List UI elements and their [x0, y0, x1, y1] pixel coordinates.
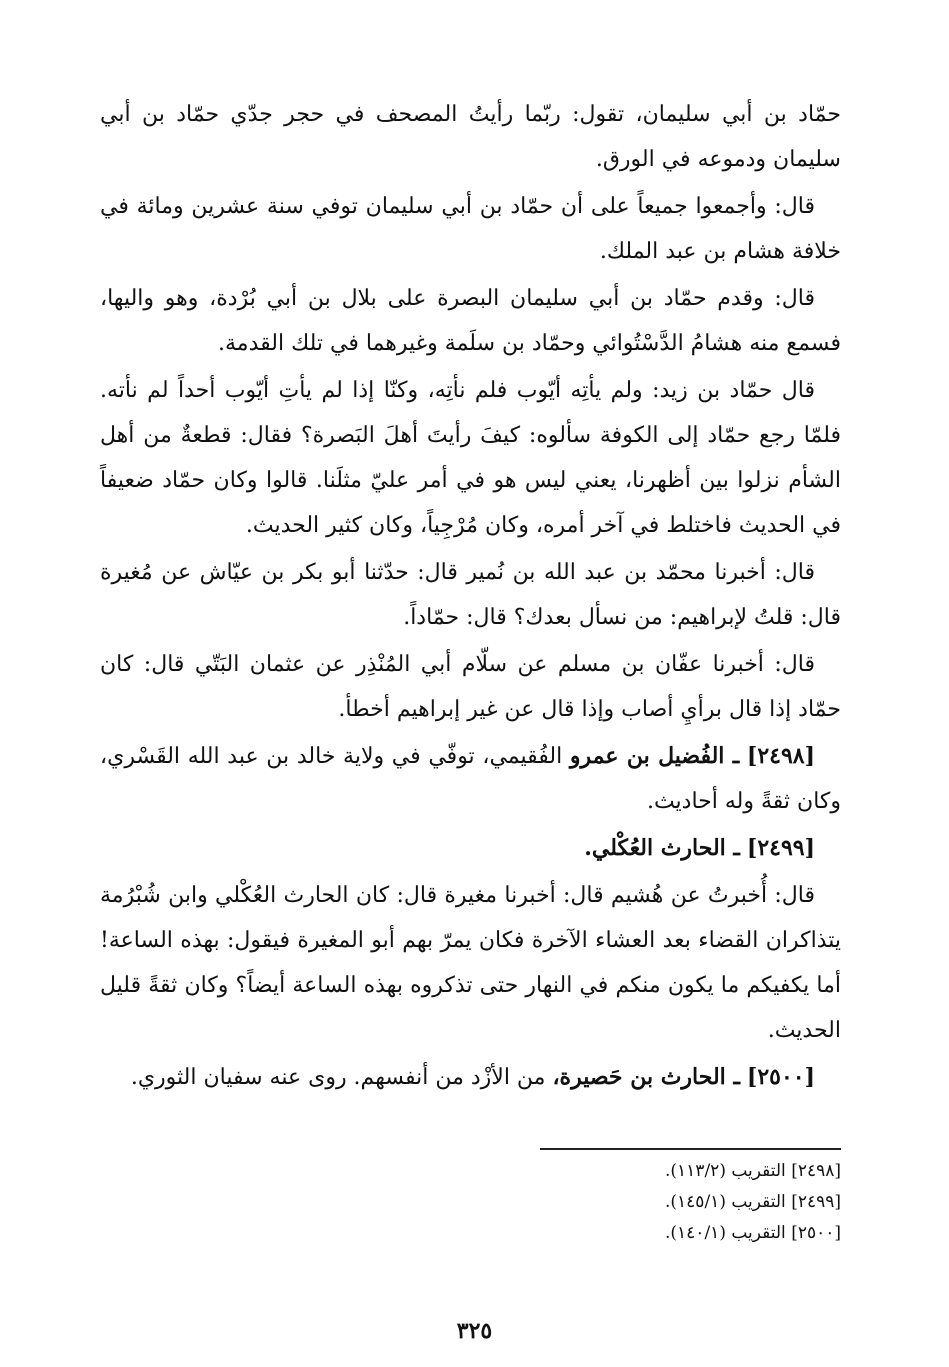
entry-2498-name: ـ الفُضيل بن عمرو [569, 743, 740, 769]
footnote-2498: [٢٤٩٨] التقريب (١١٣/٢). [665, 1161, 841, 1181]
entry-2498-number: [٢٤٩٨] [746, 743, 815, 769]
page-body [100, 92, 841, 1102]
paragraph-1: حمّاد بن أبي سليمان، تقول: ربّما رأيتُ المصحف في حجر جدّي حمّاد بن أبي سليمان ودموعه في الورق. [100, 102, 841, 172]
entry-2500-text: من الأزْد من أنفسهم. روى عنه سفيان الثوري. [130, 1065, 546, 1090]
footnote-2500: [٢٥٠٠] التقريب (١٤٠/١). [665, 1223, 841, 1243]
entry-2500 [100, 1055, 841, 1100]
entry-2500-name: ـ الحارث بن حَصيرة، [552, 1064, 740, 1090]
page-number: ٣٢٥ [456, 1318, 493, 1344]
paragraph-2: قال: وأجمعوا جميعاً على أن حمّاد بن أبي سليمان توفي سنة عشرين ومائة في خلافة هشام بن عبد الملك. [100, 194, 841, 264]
entry-2499 [100, 826, 841, 871]
entry-2499-number: [٢٤٩٩] [746, 835, 815, 861]
paragraph-4: قال حمّاد بن زيد: ولم يأتِه أيّوب فلم نأتِه، وكنّا إذا لم يأتِ أيّوب أحداً لم نأته. فلمّا رجع حمّاد إلى الكوفة سألوه: كيفَ رأيتَ أهلَ البَصرة؟ فقال: قطعةٌ من أهل الشأم نزلوا بين أظهرنا، يعني ليس هو في أمر عليّ مثلَنا. قالوا وكان حمّاد ضعيفاً في الحديث فاختلط في آخر أمره، وكان مُرْجِياً، وكان كثير الحديث. [100, 378, 841, 538]
footnote-2499: [٢٤٩٩] التقريب (١٤٥/١). [665, 1192, 841, 1212]
entry-2498-text: الفُقيمي، توفّي في ولاية خالد بن عبد الله القَسْري، وكان ثقةً وله أحاديث. [100, 744, 841, 814]
paragraph-6: قال: أخبرنا عفّان بن مسلم عن سلّام أبي المُنْذِر عن عثمان البَتّي قال: كان حمّاد إذا قال برأيِ أصاب وإذا قال عن غير إبراهيم أخطأ. [100, 652, 841, 722]
entry-2499-name: ـ الحارث العُكْلي. [584, 835, 740, 861]
footnotes [540, 1148, 841, 1249]
paragraph-after-2499: قال: أُخبرتُ عن هُشيم قال: أخبرنا مغيرة قال: كان الحارث العُكْلي وابن شُبْرُمة يتذاكران القضاء بعد العشاء الآخرة فكان يمرّ بهم أبو المغيرة فيقول: بهذه الساعة! أما يكفيكم ما يكون منكم في النهار حتى تذكروه بهذه الساعة أيضاً؟ وكان ثقةً قليل الحديث. [100, 883, 841, 1043]
entry-2500-number: [٢٥٠٠] [746, 1064, 815, 1090]
paragraph-3: قال: وقدم حمّاد بن أبي سليمان البصرة على بلال بن أبي بُرْدة، وهو واليها، فسمع منه هشامُ الدَّسْتُوائي وحمّاد بن سلَمة وغيرهما في تلك القدمة. [100, 286, 841, 356]
paragraph-5: قال: أخبرنا محمّد بن عبد الله بن نُمير قال: حدّثنا أبو بكر بن عيّاش عن مُغيرة قال: قلتُ لإبراهيم: من نسأل بعدك؟ قال: حمّاداً. [100, 560, 841, 630]
entry-2498 [100, 734, 841, 824]
